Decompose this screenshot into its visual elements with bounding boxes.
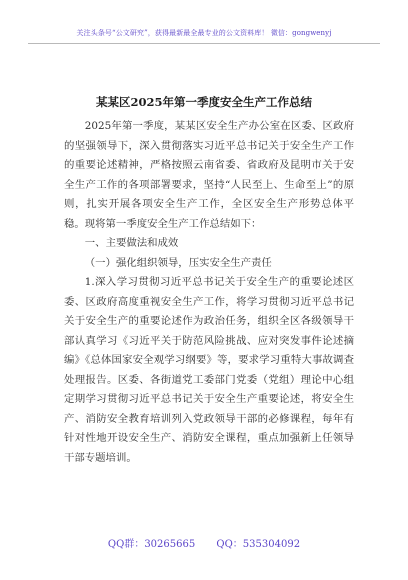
header-divider [28, 43, 380, 44]
subsection-heading: （一）强化组织领导，压实安全生产责任 [84, 256, 272, 269]
promo-header: 关注头条号“公文研究”，获得最新最全最专业的公文资料库！ 微信：gongwenyj [76, 29, 332, 37]
footer-contact [0, 535, 408, 550]
qq-number: QQ：535304092 [216, 539, 301, 550]
item-paragraph: 1.深入学习贯彻习近平总书记关于安全生产的重要论述区委、区政府高度重视安全生产工作，将学习贯彻习近平总书记关于安全生产的重要论述作为政治任务，组织全区各级领导干部认真学习《习近平关于防范风险挑战、应对突发事件论述摘编》《总体国家安全观学习纲要》等，要求学习重特大事故调查处理报告。区委、各街道党工委部门党委（党组）理论中心组定期学习贯彻习近平总书记关于安全生产重要论述，将安全生产、消防安全教育培训列入党政领导干部的必修课程，每年有针对性地开设安全生产、消防安全课程，重点加强新上任领导干部专题培训。 [64, 276, 354, 464]
section-heading: 一、主要做法和成效 [84, 237, 179, 249]
document-body [64, 117, 354, 468]
intro-paragraph: 2025年第一季度，某某区安全生产办公室在区委、区政府的坚强领导下，深入贯彻落实习近平总书记关于安全生产工作的重要论述精神，严格按照云南省委、省政府及昆明市关于安全生产工作的各项部署要求，坚持“人民至上、生命至上”的原则，扎实开展各项安全生产工作，全区安全生产形势总体平稳。现将第一季度安全生产工作总结如下： [64, 120, 354, 230]
document-title: 某某区2025年第一季度安全生产工作总结 [95, 95, 312, 109]
qq-group-number: QQ群：30265665 [107, 539, 196, 550]
